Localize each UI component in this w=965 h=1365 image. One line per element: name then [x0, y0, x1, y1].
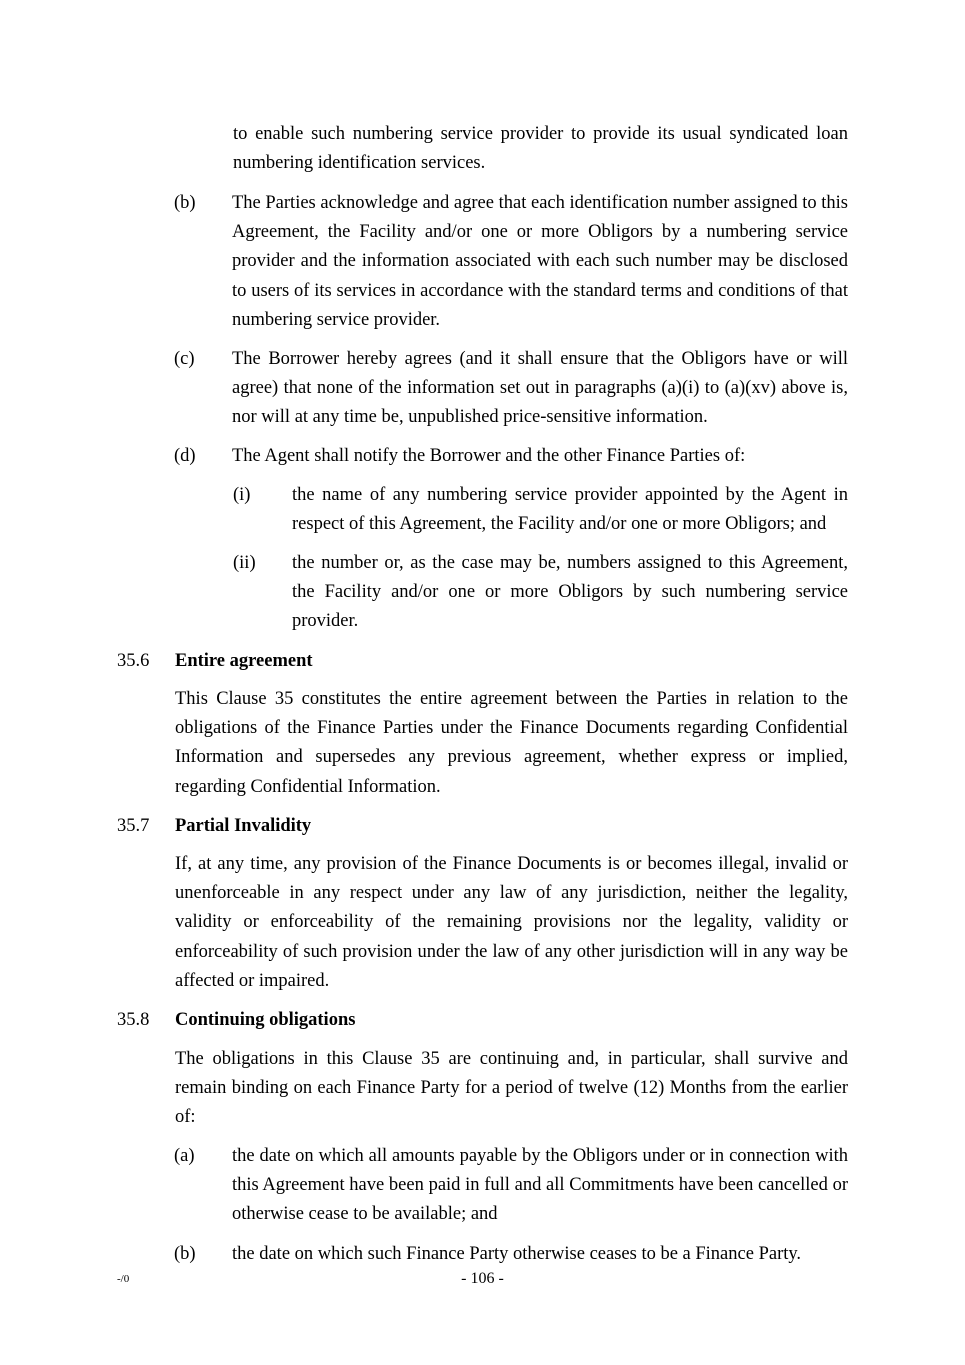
item-label-b: (b)	[174, 1244, 196, 1264]
page-number: - 106 -	[461, 1270, 504, 1287]
subpara-label-ii: (ii)	[233, 553, 256, 573]
clause-text-35-6: This Clause 35 constitutes the entire agreement between the Parties in relation to the obligations of the Finance Parties under the Finance Documents regarding Confidential Information and supersedes any previous agreement, whether express or implied, regarding Confidential Information.	[175, 689, 848, 797]
clause-text-35-7: If, at any time, any provision of the Finance Documents is or becomes illegal, invalid or unenforceable in any respect under any law of any jurisdiction, neither the legality, validity or enforceability of the remaining provisions nor the legality, validity or enforceability of such provision under the law of any other jurisdiction will in any way be affected or impaired.	[175, 854, 848, 991]
para-label-b: (b)	[174, 193, 196, 213]
para-text-b: The Parties acknowledge and agree that each identification number assigned to this Agreement, the Facility and/or one or more Obligors by a numbering service provider and the information associated with each such number may be disclosed to users of its services in accordance with the standard terms and conditions of that numbering service provider.	[232, 193, 848, 330]
subpara-label-i: (i)	[233, 485, 251, 505]
item-text-b: the date on which such Finance Party otherwise ceases to be a Finance Party.	[232, 1244, 802, 1264]
continuation-paragraph: to enable such numbering service provider to provide its usual syndicated loan numbering identification services.	[233, 124, 848, 174]
subpara-text-ii: the number or, as the case may be, numbers assigned to this Agreement, the Facility and/or one or more Obligors by such numbering service provider.	[292, 553, 848, 632]
subpara-text-i: the name of any numbering service provider appointed by the Agent in respect of this Agreement, the Facility and/or one or more Obligors; and	[292, 485, 848, 535]
clause-number-35-7: 35.7	[117, 816, 150, 836]
clause-number-35-8: 35.8	[117, 1010, 150, 1030]
item-label-a: (a)	[174, 1146, 195, 1166]
clause-heading-35-8: Continuing obligations	[175, 1010, 356, 1030]
clause-heading-35-6: Entire agreement	[175, 651, 313, 671]
para-text-d: The Agent shall notify the Borrower and the other Finance Parties of:	[232, 446, 746, 466]
item-text-a: the date on which all amounts payable by the Obligors under or in connection with this Agreement have been paid in full and all Commitments have been cancelled or otherwise cease to be available; and	[232, 1146, 848, 1225]
clause-text-35-8: The obligations in this Clause 35 are continuing and, in particular, shall survive and remain binding on each Finance Party for a period of twelve (12) Months from the earlier of:	[175, 1049, 848, 1128]
para-label-d: (d)	[174, 446, 196, 466]
para-label-c: (c)	[174, 349, 195, 369]
clause-heading-35-7: Partial Invalidity	[175, 816, 312, 836]
clause-number-35-6: 35.6	[117, 651, 150, 671]
para-text-c: The Borrower hereby agrees (and it shall ensure that the Obligors have or will agree) that none of the information set out in paragraphs (a)(i) to (a)(xv) above is, nor will at any time be, unpublished price-sensitive information.	[232, 349, 848, 428]
footer-reference: -/0	[117, 1273, 130, 1285]
